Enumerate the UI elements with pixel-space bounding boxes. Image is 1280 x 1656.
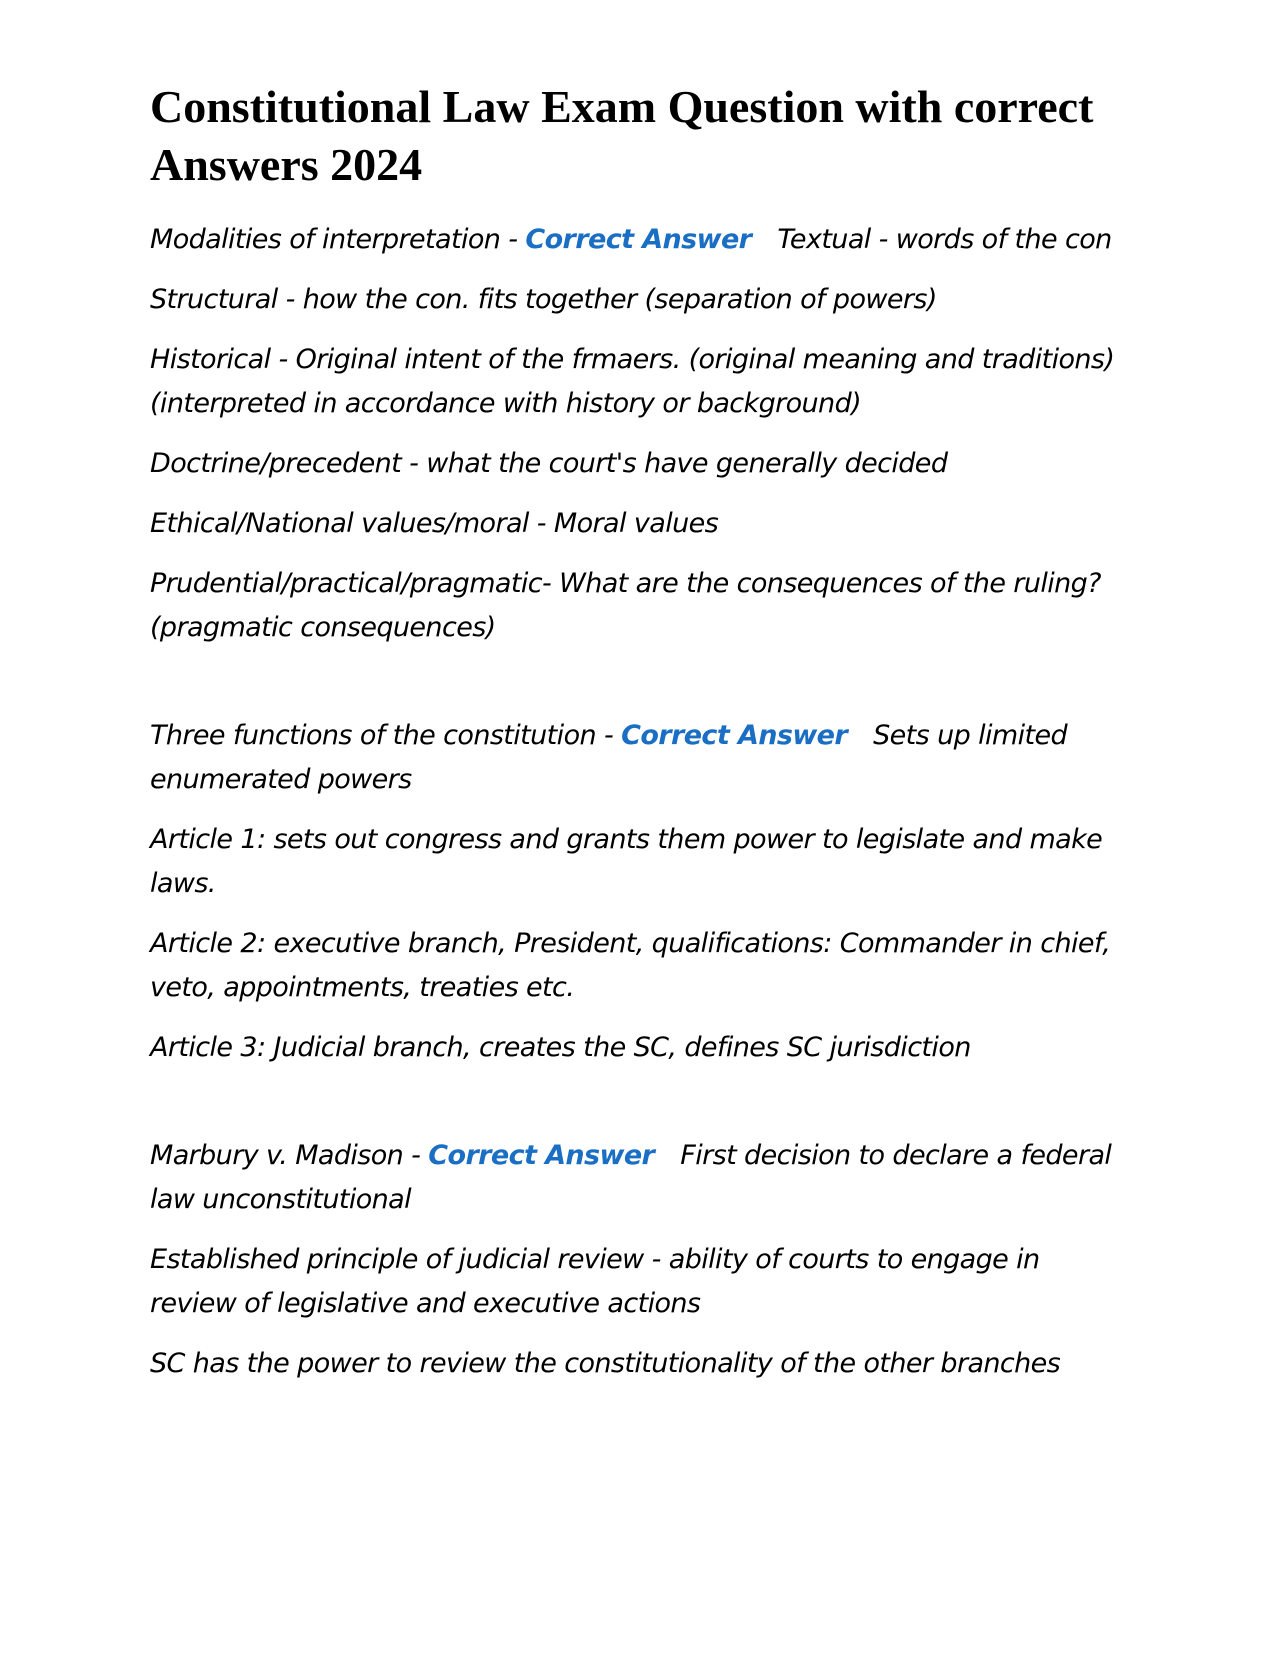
question-line [150,714,1130,802]
answer-text: Sets up limited enumerated powers [150,720,1068,795]
answer-detail: Ethical/National values/moral - Moral values [150,508,719,539]
answer-text: First decision to declare a federal law unconstitutional [150,1140,1112,1215]
correct-answer-label: Correct Answer [428,1140,655,1171]
correct-answer-label: Correct Answer [525,224,752,255]
qa-block [150,714,1130,1070]
answer-detail: Historical - Original intent of the frmaers. (original meaning and traditions) (interpreted in accordance with history or background) [150,344,1115,419]
qa-block [150,1134,1130,1386]
question-text: Marbury v. Madison - [150,1140,429,1171]
answer-detail: Structural - how the con. fits together (separation of powers) [150,284,937,315]
answer-detail: Article 2: executive branch, President, qualifications: Commander in chief, veto, appointments, treaties etc. [150,928,1111,1003]
answer-detail: Established principle of judicial review - ability of courts to engage in review of legislative and executive actions [150,1244,1040,1319]
question-text: Modalities of interpretation - [150,224,526,255]
correct-answer-label: Correct Answer [621,720,848,751]
qa-block [150,218,1130,650]
answer-detail: Doctrine/precedent - what the court's have generally decided [150,448,948,479]
answer-text: Textual - words of the con [777,224,1112,255]
document-title: Constitutional Law Exam Question with correct Answers 2024 [150,81,1094,190]
question-line [150,1134,1130,1222]
answer-detail: Article 1: sets out congress and grants them power to legislate and make laws. [150,824,1103,899]
question-line [150,218,1130,262]
question-text: Three functions of the constitution - [150,720,622,751]
answer-detail: Prudential/practical/pragmatic- What are the consequences of the ruling? (pragmatic consequences) [150,568,1101,643]
document-page [150,78,1130,1450]
answer-detail: SC has the power to review the constitutionality of the other branches [150,1348,1061,1379]
answer-detail: Article 3: Judicial branch, creates the SC, defines SC jurisdiction [150,1032,971,1063]
